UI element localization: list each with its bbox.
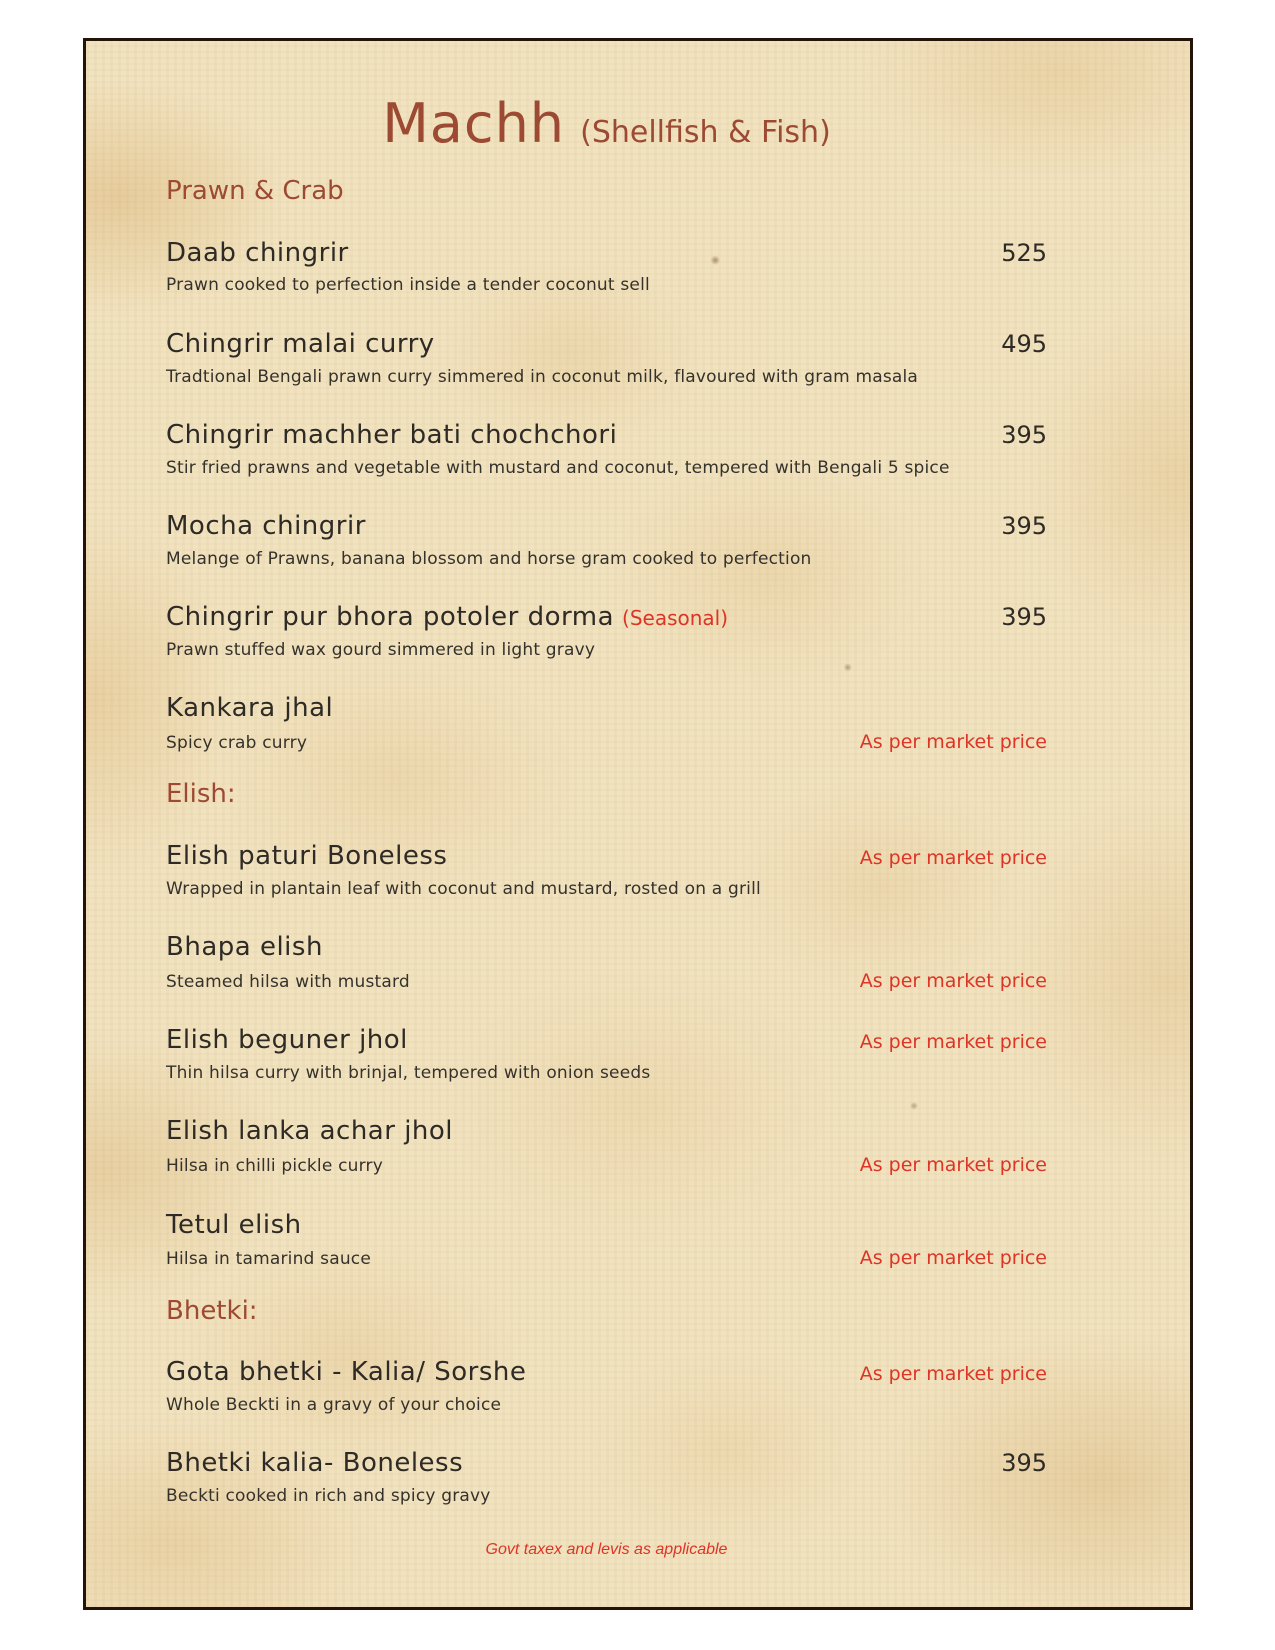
market-price-label: As per market price [859,731,1047,754]
item-name: Bhapa elish [166,932,323,963]
item-name-row [166,1449,1047,1479]
menu-item [166,1117,1047,1177]
item-description: Tradtional Bengali prawn curry simmered in coconut milk, flavoured with gram masala [166,366,919,387]
item-description: Steamed hilsa with mustard [166,972,410,993]
item-name: Gota bhetki - Kalia/ Sorshe [166,1357,527,1388]
menu-item [166,421,1047,479]
page-title: Machh [382,92,566,155]
market-price-label: As per market price [859,1363,1047,1386]
item-name: Daab chingrir [166,237,349,268]
item-description: Prawn stuffed wax gourd simmered in light gravy [166,640,596,661]
item-name-row [166,239,1047,269]
menu-item [166,842,1047,900]
market-price-label: As per market price [859,1247,1047,1270]
section-heading: Elish: [166,779,236,810]
item-desc-row [166,1395,1047,1416]
title-block [166,92,1047,155]
item-desc-row [166,549,1047,570]
item-name: Elish beguner jhol [166,1025,408,1056]
item-desc-row [166,1486,1047,1507]
item-name: Tetul elish [166,1209,302,1240]
item-description: Hilsa in tamarind sauce [166,1249,372,1270]
item-description: Thin hilsa curry with brinjal, tempered with onion seeds [166,1063,651,1084]
section-heading: Bhetki: [166,1295,258,1326]
item-price: 395 [1001,603,1047,632]
item-name-row [166,421,1047,451]
page-title-suffix: (Shellfish & Fish) [580,115,831,150]
item-desc-row [166,1247,1047,1270]
item-description: Hilsa in chilli pickle curry [166,1156,383,1177]
menu-item [166,603,1047,661]
menu-item [166,1026,1047,1084]
menu-item [166,512,1047,570]
item-name-row [166,512,1047,542]
item-name: Kankara jhal [166,693,334,724]
menu-item [166,1449,1047,1507]
item-description: Spicy crab curry [166,733,308,754]
item-price: 395 [1001,1449,1047,1478]
item-description: Stir fried prawns and vegetable with mustard and coconut, tempered with Bengali 5 spice [166,457,950,478]
item-name-row [166,603,1047,633]
item-desc-row [166,1154,1047,1177]
item-desc-row [166,879,1047,900]
item-description: Wrapped in plantain leaf with coconut and mustard, rosted on a grill [166,878,761,899]
section-heading: Prawn & Crab [166,176,344,206]
item-name-row [166,694,1047,724]
item-name: Elish lanka achar jhol [166,1116,454,1147]
item-price: 495 [1001,329,1047,358]
menu-section [166,177,1047,754]
menu-item [166,1358,1047,1416]
menu-item [166,694,1047,754]
menu-page [83,38,1193,1610]
item-name-row [166,1358,1047,1388]
market-price-label: As per market price [859,1154,1047,1177]
item-desc-row [166,458,1047,479]
item-name: Elish paturi Boneless [166,841,448,872]
item-name: Chingrir pur bhora potoler dorma [166,602,615,633]
market-price-label: As per market price [859,847,1047,870]
menu-item [166,1211,1047,1271]
seasonal-tag: (Seasonal) [622,606,729,631]
item-name: Chingrir malai curry [166,328,435,359]
item-desc-row [166,970,1047,993]
menu-section [166,1297,1047,1508]
item-desc-row [166,731,1047,754]
item-desc-row [166,275,1047,296]
item-name: Mocha chingrir [166,511,366,542]
item-name: Chingrir machher bati chochchori [166,419,618,450]
item-name: Bhetki kalia- Boneless [166,1448,464,1479]
item-description: Beckti cooked in rich and spicy gravy [166,1486,491,1507]
market-price-label: As per market price [859,1031,1047,1054]
item-name-row [166,330,1047,360]
item-description: Prawn cooked to perfection inside a tender coconut sell [166,275,650,296]
item-price: 395 [1001,420,1047,449]
item-name-row [166,1026,1047,1056]
menu-item [166,330,1047,388]
item-price: 395 [1001,512,1047,541]
menu-item [166,239,1047,297]
item-name-row [166,1117,1047,1147]
item-name-row [166,933,1047,963]
item-description: Melange of Prawns, banana blossom and horse gram cooked to perfection [166,548,812,569]
menu-section [166,780,1047,1270]
menu-sections [166,177,1047,1508]
item-description: Whole Beckti in a gravy of your choice [166,1395,502,1416]
item-name-row [166,1211,1047,1241]
footer-note: Govt taxex and levis as applicable [485,1541,728,1558]
item-price: 525 [1001,238,1047,267]
market-price-label: As per market price [859,970,1047,993]
item-name-row [166,842,1047,872]
item-desc-row [166,1063,1047,1084]
item-desc-row [166,640,1047,661]
menu-item [166,933,1047,993]
item-desc-row [166,367,1047,388]
